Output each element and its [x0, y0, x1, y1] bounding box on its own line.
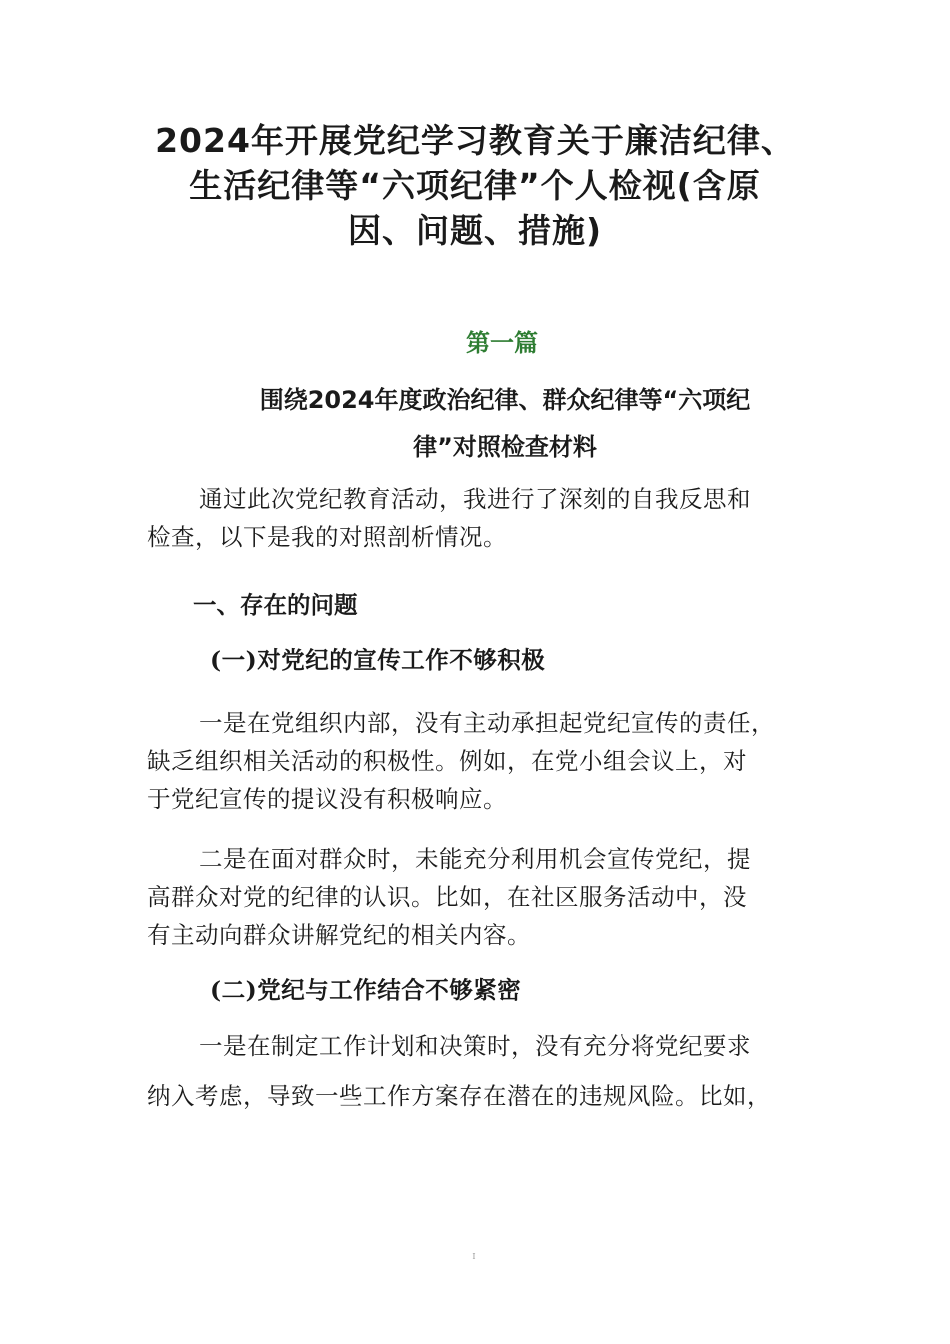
title-line: 2024年开展党纪学习教育关于廉洁纪律、	[155, 121, 795, 160]
paragraph-line: 于党纪宣传的提议没有积极响应。	[147, 785, 507, 813]
paragraph-line: 一是在党组织内部，没有主动承担起党纪宣传的责任，	[199, 709, 775, 737]
intro-paragraph	[147, 480, 807, 556]
paragraph-line: 通过此次党纪教育活动，我进行了深刻的自我反思和	[199, 485, 751, 513]
page-number: I	[472, 1252, 476, 1261]
paragraph-line: 二是在面对群众时，未能充分利用机会宣传党纪，提	[199, 845, 751, 873]
paragraph-line: 高群众对党的纪律的认识。比如，在社区服务活动中，没	[147, 883, 747, 911]
section-title	[200, 377, 810, 471]
body-paragraph	[147, 704, 807, 818]
title-line: 生活纪律等“六项纪律”个人检视(含原	[189, 166, 761, 205]
title-line: 因、问题、措施)	[347, 211, 603, 250]
paragraph-line: 一是在制定工作计划和决策时，没有充分将党纪要求	[199, 1032, 751, 1060]
paragraph-line: 缺乏组织相关活动的积极性。例如，在党小组会议上，对	[147, 747, 747, 775]
document-title	[120, 118, 830, 253]
paragraph-line: 检查，以下是我的对照剖析情况。	[147, 523, 507, 551]
subsection-heading: (一)对党纪的宣传工作不够积极	[210, 646, 546, 674]
subtitle-line: 围绕2024年度政治纪律、群众纪律等“六项纪	[259, 386, 751, 414]
subsection-heading: (二)党纪与工作结合不够紧密	[210, 976, 522, 1004]
part-label: 第一篇	[466, 329, 538, 357]
paragraph-line: 有主动向群众讲解党纪的相关内容。	[147, 921, 531, 949]
paragraph-line: 纳入考虑，导致一些工作方案存在潜在的违规风险。比如，	[147, 1082, 771, 1110]
body-paragraph	[147, 840, 807, 954]
subtitle-line: 律”对照检查材料	[413, 433, 597, 461]
section-heading: 一、存在的问题	[193, 591, 358, 619]
body-paragraph	[147, 1027, 807, 1115]
